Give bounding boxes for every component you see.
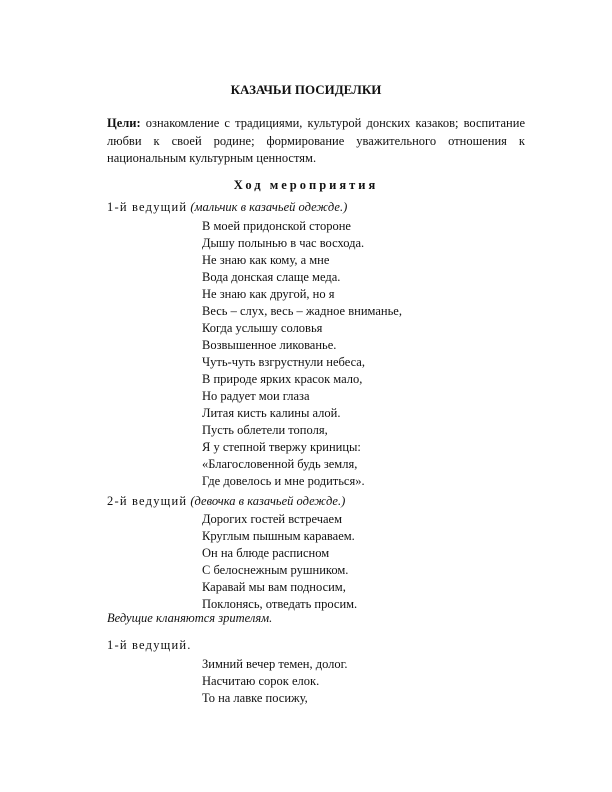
verse-line: Когда услышу соловья: [202, 321, 323, 335]
verse-line: Пусть облетели тополя,: [202, 423, 328, 437]
speaker-line-3: [107, 638, 190, 653]
verse-line: Весь – слух, весь – жадное вниманье,: [202, 304, 402, 318]
verse-line: Он на блюде расписном: [202, 546, 330, 560]
speaker-note-2: (девочка в казачьей одежде.): [187, 494, 346, 508]
verse-line: «Благословенной будь земля,: [202, 457, 358, 471]
speaker-name-1: 1-й ведущий: [107, 200, 188, 214]
verse-line: Круглым пышным караваем.: [202, 529, 355, 543]
speaker-line-1: [107, 200, 347, 215]
verse-line: Вода донская слаще меда.: [202, 270, 341, 284]
speaker-note-1: (мальчик в казачьей одежде.): [187, 200, 348, 214]
document-title: КАЗАЧЬИ ПОСИДЕЛКИ: [230, 82, 382, 97]
goals-paragraph: [107, 115, 525, 168]
speaker-name-2: 2-й ведущий: [107, 494, 188, 508]
stage-direction: Ведущие кланяются зрителям.: [107, 611, 273, 625]
goals-label: Цели:: [107, 116, 141, 130]
verse-line: Литая кисть калины алой.: [202, 406, 341, 420]
verse-line: Возвышенное ликованье.: [202, 338, 337, 352]
verse-line: В моей придонской стороне: [202, 219, 351, 233]
verse-line: В природе ярких красок мало,: [202, 372, 363, 386]
verse-line: Зимний вечер темен, долог.: [202, 657, 348, 671]
verse-line: То на лавке посижу,: [202, 691, 308, 705]
goals-text: ознакомление с традициями, культурой донских казаков; воспитание любви к своей родине; формирование уважительного отношения к национальным культурным ценностям.: [107, 116, 525, 165]
speaker-note-3: .: [187, 638, 191, 652]
verse-line: Дорогих гостей встречаем: [202, 512, 342, 526]
verse-line: Чуть-чуть взгрустнули небеса,: [202, 355, 365, 369]
verse-line: Я у степной твержу криницы:: [202, 440, 361, 454]
speaker-line-2: [107, 494, 345, 509]
verse-line: Не знаю как кому, а мне: [202, 253, 330, 267]
verse-line: Где довелось и мне родиться».: [202, 474, 365, 488]
verse-block-2: [202, 511, 357, 613]
verse-line: Насчитаю сорок елок.: [202, 674, 320, 688]
verse-line: Дышу полынью в час восхода.: [202, 236, 365, 250]
verse-line: Не знаю как другой, но я: [202, 287, 335, 301]
verse-line: Поклонясь, отведать просим.: [202, 597, 358, 611]
event-heading: Ход мероприятия: [233, 178, 379, 192]
speaker-name-3: 1-й ведущий: [107, 638, 188, 652]
verse-line: С белоснежным рушником.: [202, 563, 349, 577]
verse-block-1: [202, 218, 402, 490]
verse-line: Каравай мы вам подносим,: [202, 580, 346, 594]
verse-block-3: [202, 656, 348, 707]
verse-line: Но радует мои глаза: [202, 389, 310, 403]
